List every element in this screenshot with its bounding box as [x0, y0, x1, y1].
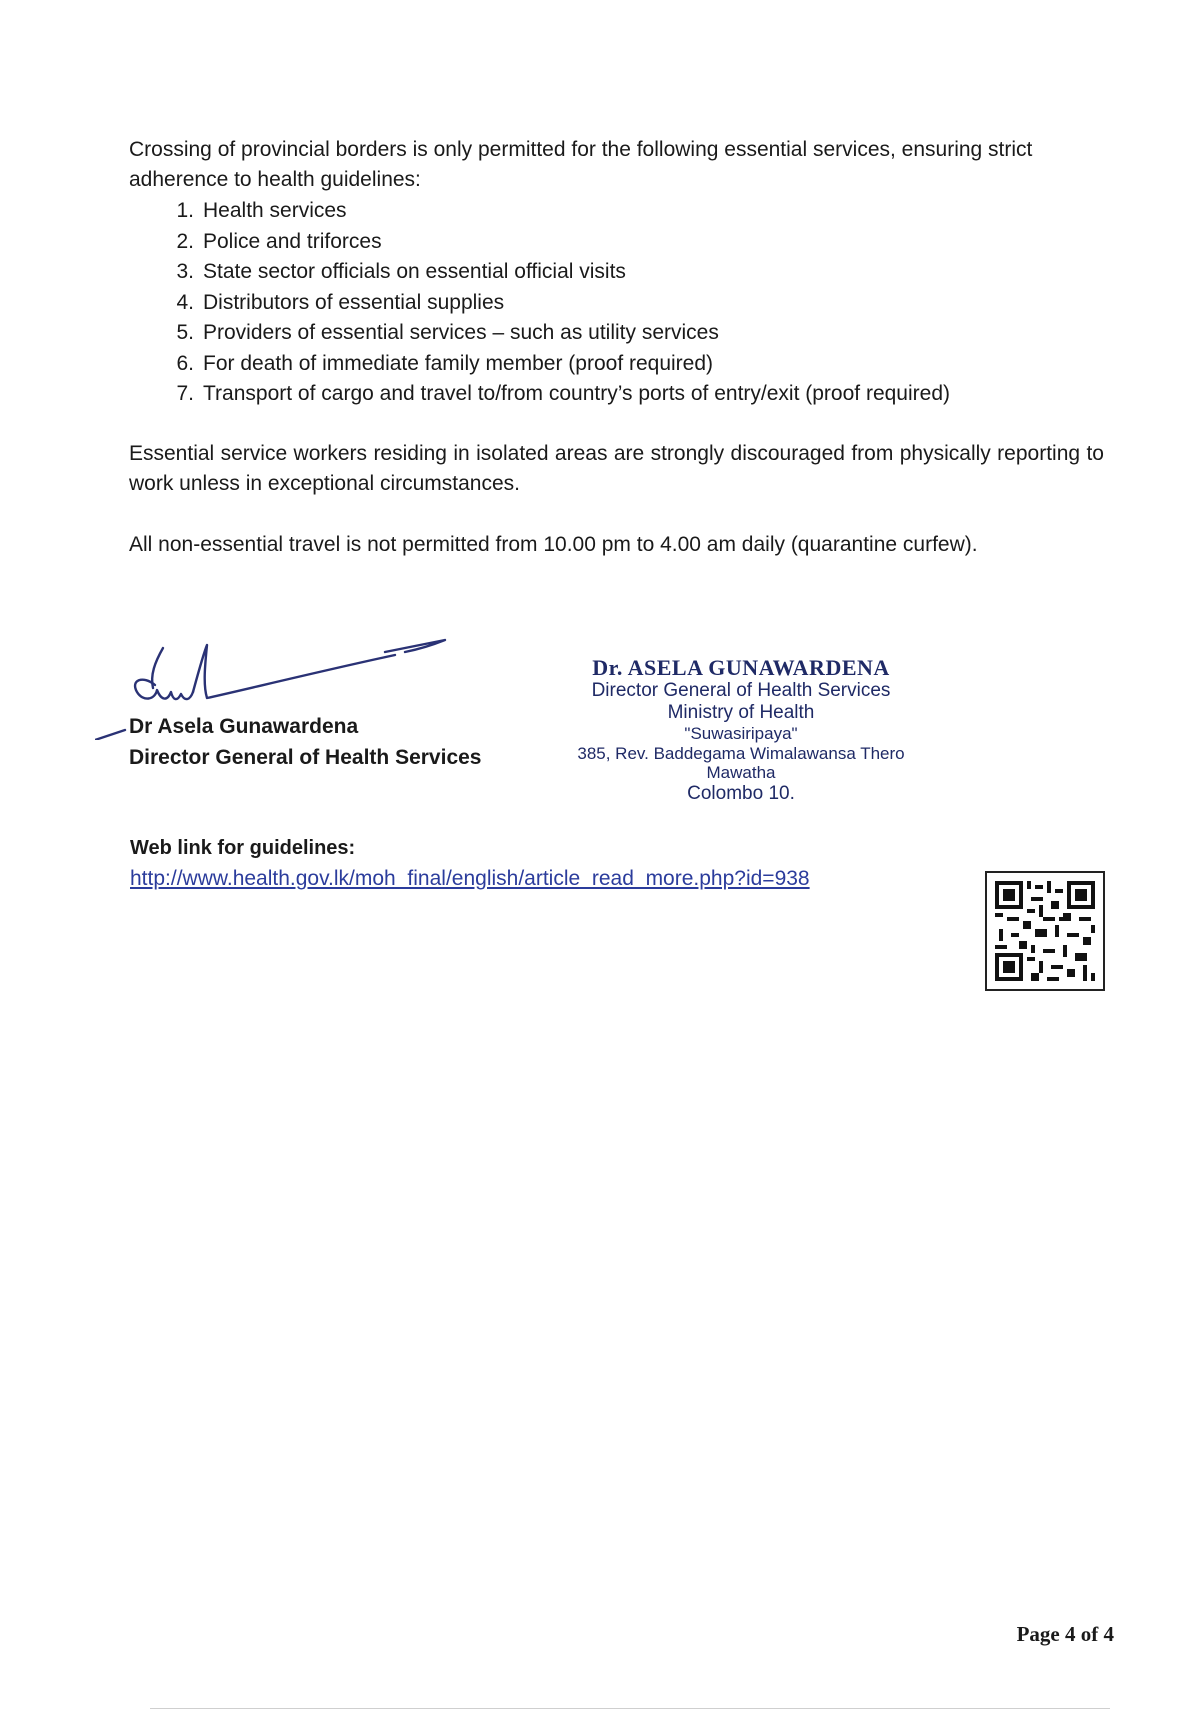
list-item: [129, 318, 1104, 349]
list-item: [129, 196, 1104, 227]
list-text: Health services: [203, 199, 347, 222]
list-item: [129, 349, 1104, 380]
stamp-city: Colombo 10.: [687, 782, 795, 804]
stamp-building: "Suwasiripaya": [684, 723, 798, 743]
essential-services-list: [129, 196, 1104, 410]
stamp-title: Director General of Health Services: [591, 680, 891, 702]
official-stamp: [548, 655, 934, 804]
curfew-paragraph: All non-essential travel is not permitted from 10.00 pm to 4.00 am daily (quarantine curfew).: [129, 533, 978, 556]
stamp-name: Dr. ASELA GUNAWARDENA: [592, 655, 890, 680]
web-link-label: Web link for guidelines:: [130, 837, 356, 859]
list-text: Providers of essential services – such as utility services: [203, 321, 719, 344]
stamp-ministry: Ministry of Health: [667, 702, 815, 724]
list-number: 7.: [176, 382, 194, 405]
list-text: For death of immediate family member (proof required): [203, 351, 714, 375]
page-edge-divider: [150, 1708, 1110, 1709]
list-item: [129, 227, 1104, 258]
list-text: Police and triforces: [203, 229, 382, 253]
list-number: 3.: [176, 260, 194, 283]
list-number: 2.: [176, 229, 194, 253]
list-item: [129, 257, 1104, 288]
list-number: 6.: [176, 351, 194, 375]
list-item: [129, 288, 1104, 319]
signatory-title: Director General of Health Services: [129, 746, 482, 769]
list-text: Transport of cargo and travel to/from country’s ports of entry/exit (proof required): [203, 382, 950, 405]
stamp-address: 385, Rev. Baddegama Wimalawansa Thero Mawatha: [577, 743, 905, 783]
list-number: 4.: [176, 290, 194, 314]
isolated-areas-paragraph: Essential service workers residing in isolated areas are strongly discouraged from physically reporting to work unless in exceptional circumstances.: [129, 442, 1104, 495]
qr-code-icon[interactable]: [985, 871, 1105, 991]
intro-paragraph: Crossing of provincial borders is only permitted for the following essential services, ensuring strict adherence to health guidelines:: [129, 138, 1033, 191]
list-text: State sector officials on essential official visits: [203, 260, 626, 283]
signatory-name: Dr Asela Gunawardena: [129, 715, 359, 738]
list-item: [129, 379, 1104, 410]
list-text: Distributors of essential supplies: [203, 290, 505, 314]
page-number: Page 4 of 4: [1016, 1622, 1114, 1646]
list-number: 5.: [176, 321, 194, 344]
list-number: 1.: [176, 199, 194, 222]
guidelines-link[interactable]: http://www.health.gov.lk/moh_final/english/article_read_more.php?id=938: [130, 867, 810, 890]
qr-code-graphic: [987, 873, 1103, 989]
